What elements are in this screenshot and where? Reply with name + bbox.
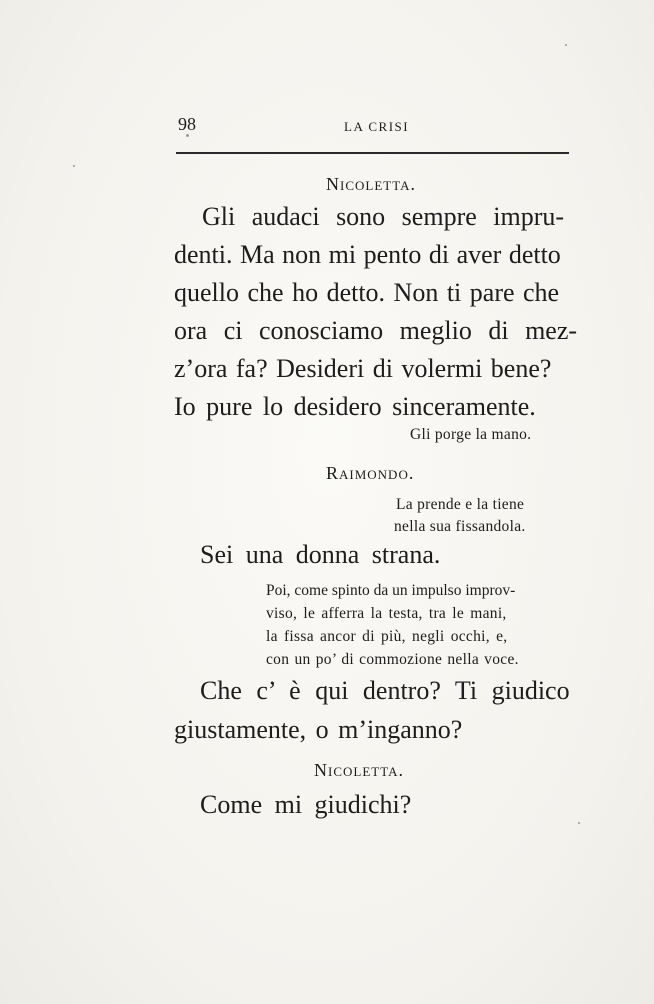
running-head: LA CRISI bbox=[344, 119, 410, 134]
header-rule bbox=[176, 152, 569, 154]
speech-line: Sei una donna strana. bbox=[200, 540, 441, 569]
stage-line: con un po’ di commozione nella voce. bbox=[266, 651, 519, 668]
speech-line: z’ora fa? Desideri di volermi bene? bbox=[174, 354, 552, 383]
speech-line: giustamente, o m’inganno? bbox=[174, 715, 463, 744]
speaker-name: Nicoletta. bbox=[314, 760, 404, 780]
stage-line: viso, le afferra la testa, tra le mani, bbox=[266, 605, 507, 622]
dialogue-speech bbox=[174, 202, 578, 432]
paper-speck bbox=[565, 44, 567, 46]
stage-direction: Gli porge la mano. bbox=[410, 426, 532, 443]
speech-line: denti. Ma non mi pento di aver detto bbox=[174, 240, 561, 269]
page-number: 98 bbox=[178, 114, 196, 134]
paper-speck bbox=[578, 822, 580, 824]
paper-speck bbox=[73, 165, 75, 167]
speech-line: Io pure lo desidero sinceramente. bbox=[174, 392, 536, 421]
speaker-name: Raimondo. bbox=[326, 463, 415, 483]
stage-line: la fissa ancor di più, negli occhi, e, bbox=[266, 628, 508, 645]
speaker-name: Nicoletta. bbox=[326, 174, 416, 194]
stage-line: nella sua fissandola. bbox=[394, 518, 526, 535]
speech-line: quello che ho detto. Non ti pare che bbox=[174, 278, 560, 307]
speech-line: Che c’ è qui dentro? Ti giudico bbox=[200, 676, 570, 705]
stage-line: La prende e la tiene bbox=[396, 496, 525, 513]
speech-line: ora ci conosciamo meglio di mez- bbox=[174, 316, 578, 345]
stage-line: Poi, come spinto da un impulso improv- bbox=[266, 582, 516, 599]
dialogue-speech bbox=[174, 676, 570, 756]
paper-speck bbox=[186, 134, 189, 137]
speech-line: Gli audaci sono sempre impru- bbox=[202, 202, 565, 231]
speech-line: Come mi giudichi? bbox=[200, 790, 412, 819]
